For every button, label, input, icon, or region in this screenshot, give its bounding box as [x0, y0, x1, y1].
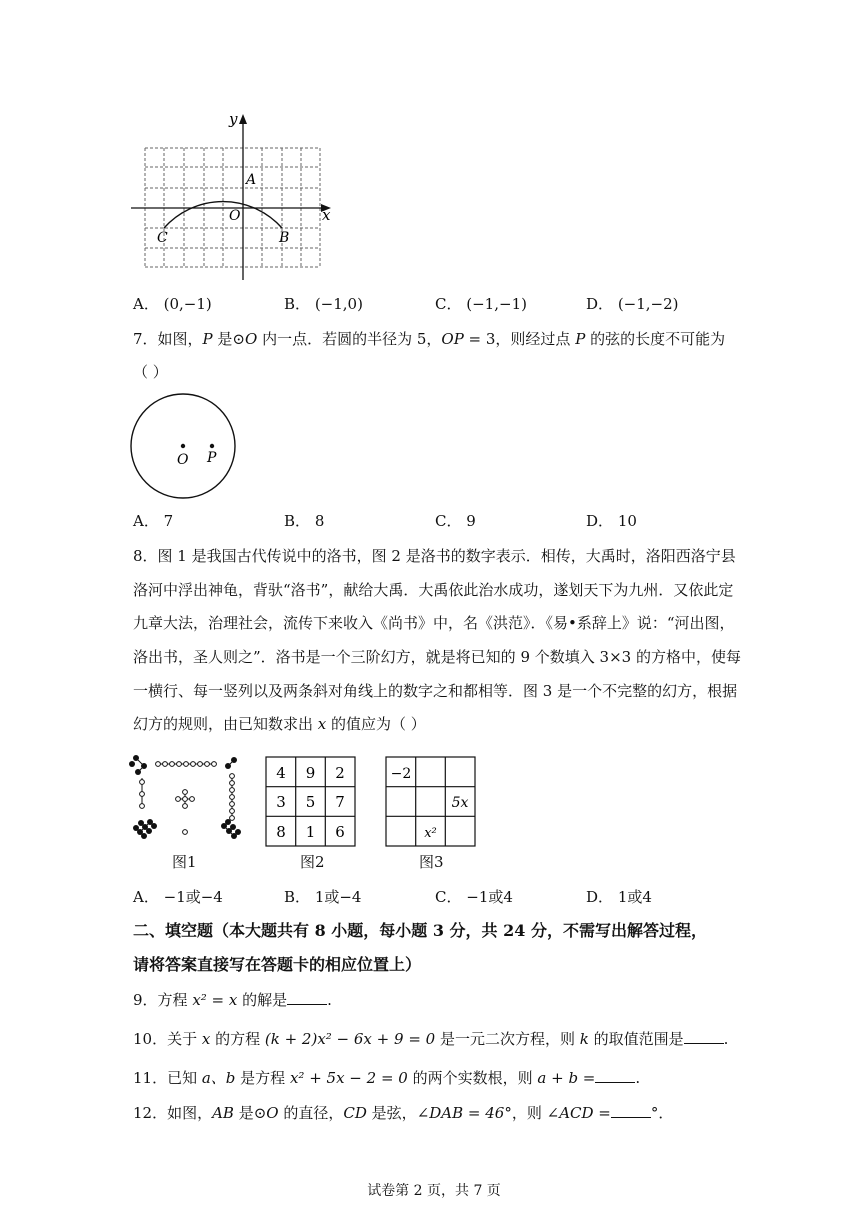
q10-text: 的取值范围是: [588, 1030, 684, 1048]
q8-line-4: 洛出书，圣人则之”．洛书是一个三阶幻方，就是将已知的 9 个数填入 3×3 的方格中，使每: [133, 648, 741, 666]
var-ab: a、b: [201, 1069, 236, 1087]
q12-text: 是⊙: [233, 1104, 267, 1122]
q8-line-3: 九章大法，治理社会，流传下来收入《尚书》中，名《洪范》．《易•系辞上》说：“河出图，: [133, 614, 735, 632]
q8-line-2: 洛河中浮出神龟，背驮“洛书”，献给大禹．大禹依此治水成功，遂划天下为九州．又依此定: [133, 581, 734, 599]
option-letter: C．: [435, 512, 462, 530]
y-axis-label: y: [229, 110, 238, 128]
q11-text: 是方程: [235, 1069, 290, 1087]
var-op: OP: [441, 330, 464, 348]
q7-option-c[interactable]: [435, 511, 476, 531]
answer-blank[interactable]: [595, 1068, 635, 1083]
option-letter: D．: [586, 512, 614, 530]
q9-equation: x² = x: [192, 991, 238, 1009]
q6-figure: [125, 108, 340, 283]
q11: [133, 1068, 640, 1088]
q7-text: 的弦的长度不可能为: [585, 330, 726, 348]
q12: [133, 1103, 673, 1123]
option-letter: A．: [133, 888, 159, 906]
q10-text: 是一元二次方程，则: [435, 1030, 580, 1048]
section2-heading-line2: 请将答案直接写在答题卡的相应位置上）: [133, 955, 422, 974]
var-ab: AB: [212, 1104, 234, 1122]
q10-text: 10．关于: [133, 1030, 202, 1048]
option-letter: A．: [133, 295, 159, 313]
var-k: k: [579, 1030, 589, 1048]
grid2-cell: 6: [335, 823, 345, 841]
q6-option-d[interactable]: [586, 294, 679, 314]
fig3-caption: 图3: [419, 853, 444, 871]
q7-circle-figure: [128, 392, 240, 500]
q8-line-6: [133, 714, 426, 734]
q8-option-a[interactable]: [133, 887, 223, 907]
section2-heading-line1: 二、填空题（本大题共有 8 小题，每小题 3 分，共 24 分，不需写出解答过程，: [133, 921, 707, 940]
q8-line-5: 一横行、每一竖列以及两条斜对角线上的数字之和都相等．图 3 是一个不完整的幻方，根据: [133, 682, 738, 700]
option-text: (−1,0): [314, 295, 363, 313]
grid3-cell-r2c3: 5x: [451, 795, 469, 811]
point-a-label: A: [246, 172, 257, 188]
q7-text: 内一点．若圆的半径为 5，: [257, 330, 442, 348]
option-letter: B．: [284, 888, 311, 906]
q12-text: 的直径，: [278, 1104, 344, 1122]
q8-option-b[interactable]: [284, 887, 361, 907]
q12-angle: ∠ACD =: [546, 1104, 611, 1122]
option-text: −1或4: [466, 888, 513, 906]
q7-text: = 3，则经过点: [463, 330, 576, 348]
grid3-cell-r3c2: x²: [424, 826, 437, 841]
q6-option-c[interactable]: [435, 294, 527, 314]
q6-option-a[interactable]: [133, 294, 212, 314]
grid2-cell: 3: [276, 793, 286, 811]
option-text: 7: [163, 512, 174, 530]
origin-label: O: [229, 208, 241, 224]
q10: [133, 1029, 728, 1049]
q12-text: 是弦，: [366, 1104, 417, 1122]
grid2-cell: 9: [305, 764, 316, 782]
q12-angle: ∠DAB = 46°: [416, 1104, 512, 1122]
q8-option-c[interactable]: [435, 887, 513, 907]
x-axis-label: x: [322, 206, 331, 224]
grid2-cell: 5: [305, 793, 316, 811]
var-o: O: [244, 330, 258, 348]
point-p-label: P: [207, 450, 217, 466]
q8-text: 的值应为（ ）: [326, 715, 426, 733]
q9-text: 9．方程: [133, 991, 193, 1009]
q8-text: 幻方的规则，由已知数求出: [133, 715, 318, 733]
q11-text: .: [635, 1069, 641, 1087]
point-c-label: C: [157, 230, 168, 246]
q8-line-1: 8．图 1 是我国古代传说中的洛书，图 2 是洛书的数字表示．相传，大禹时，洛阳西洛宁县: [133, 547, 736, 565]
q7-text: 7．如图，: [133, 330, 203, 348]
q11-text: 11．已知: [133, 1069, 202, 1087]
center-o-label: O: [177, 452, 189, 468]
q7-option-d[interactable]: [586, 511, 637, 531]
q7-answer-paren: （ ）: [133, 363, 168, 381]
option-text: (−1,−1): [466, 295, 527, 313]
var-o: O: [266, 1104, 279, 1122]
var-p: P: [202, 330, 213, 348]
q11-equation: x² + 5x − 2 = 0: [289, 1069, 408, 1087]
answer-blank[interactable]: [684, 1029, 724, 1044]
q12-text: 12．如图，: [133, 1104, 213, 1122]
q10-text: 的方程: [210, 1030, 265, 1048]
var-x: x: [317, 715, 327, 733]
grid2-cell: 8: [276, 823, 286, 841]
answer-blank[interactable]: [287, 990, 327, 1005]
grid3-cell-r1c1: −2: [390, 766, 412, 782]
q11-text: 的两个实数根，则: [407, 1069, 538, 1087]
q8-option-d[interactable]: [586, 887, 652, 907]
q7-text: 是⊙: [212, 330, 245, 348]
q9: [133, 990, 332, 1010]
q6-option-b[interactable]: [284, 294, 363, 314]
option-text: 9: [466, 512, 476, 530]
var-x: x: [201, 1030, 211, 1048]
luoshu-figure-1: [128, 752, 243, 847]
point-b-label: B: [279, 230, 290, 246]
var-cd: CD: [343, 1104, 367, 1122]
option-text: 1或−4: [314, 888, 362, 906]
option-letter: B．: [284, 295, 311, 313]
q9-text: 的解是: [237, 991, 288, 1009]
q9-text: .: [327, 991, 332, 1009]
option-text: 10: [617, 512, 637, 530]
fig1-caption: 图1: [172, 853, 197, 871]
q12-text: °．: [650, 1104, 674, 1122]
q7-stem: [133, 329, 725, 349]
option-text: (0,−1): [163, 295, 212, 313]
option-text: (−1,−2): [617, 295, 679, 313]
page-footer: 试卷第 2 页，共 7 页: [367, 1183, 501, 1199]
option-text: 8: [314, 512, 325, 530]
q7-option-b[interactable]: [284, 511, 324, 531]
q12-text: ，则: [511, 1104, 547, 1122]
option-letter: D．: [586, 888, 614, 906]
q11-expression: a + b =: [537, 1069, 596, 1087]
option-letter: D．: [586, 295, 614, 313]
option-letter: B．: [284, 512, 311, 530]
option-text: 1或4: [617, 888, 652, 906]
option-letter: A．: [133, 512, 159, 530]
answer-blank[interactable]: [611, 1103, 651, 1118]
grid2-cell: 2: [335, 764, 345, 782]
option-letter: C．: [435, 888, 462, 906]
grid2-cell: 1: [305, 823, 316, 841]
q10-equation: (k + 2)x² − 6x + 9 = 0: [264, 1030, 436, 1048]
option-text: −1或−4: [163, 888, 223, 906]
magic-square-figure-3: [385, 756, 477, 848]
q10-text: .: [723, 1030, 729, 1048]
var-p: P: [575, 330, 586, 348]
grid2-cell: 4: [276, 764, 286, 782]
fig2-caption: 图2: [300, 853, 325, 871]
option-letter: C．: [435, 295, 462, 313]
q7-option-a[interactable]: [133, 511, 173, 531]
magic-square-figure-2: [265, 756, 357, 848]
grid2-cell: 7: [335, 793, 345, 811]
